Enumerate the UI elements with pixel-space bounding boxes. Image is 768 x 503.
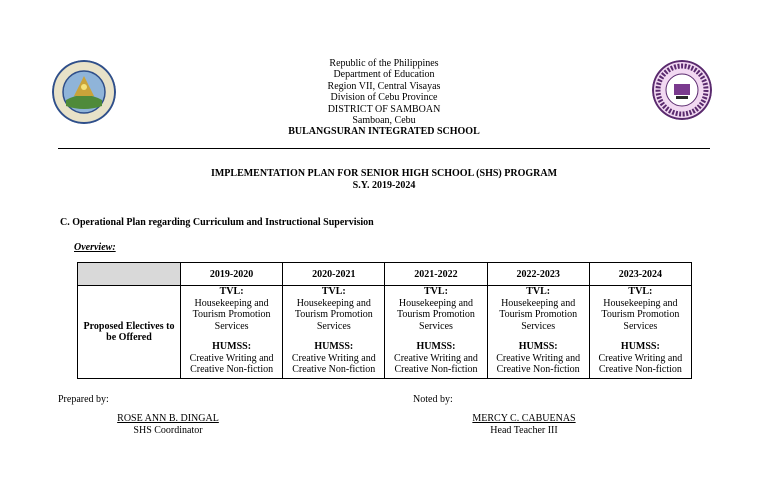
tvl-label: TVL: (628, 286, 653, 297)
humss-line: Creative Writing and (598, 352, 683, 364)
tvl-line: Housekeeping and (194, 297, 269, 309)
electives-table (77, 262, 692, 379)
noted-by-label: Noted by: (413, 394, 453, 405)
table-row (78, 286, 692, 379)
year-header: 2019-2020 (181, 263, 283, 286)
tvl-line: Tourism Promotion (397, 309, 475, 320)
row-label: Proposed Electives to be Offered (78, 286, 181, 379)
title-line-1: IMPLEMENTATION PLAN FOR SENIOR HIGH SCHOOL (SHS) PROGRAM (210, 168, 558, 179)
humss-line: Creative Writing and (394, 352, 478, 364)
overview-label: Overview: (74, 242, 116, 253)
header-line: DISTRICT OF SAMBOAN (327, 103, 441, 115)
header-line: Samboan, Cebu (352, 115, 416, 127)
header-divider (58, 148, 710, 149)
title-line-2: S.Y. 2019-2024 (352, 180, 416, 191)
tvl-line: Housekeeping and (603, 297, 678, 309)
tvl-label: TVL: (219, 286, 244, 297)
humss-label: HUMSS: (212, 341, 252, 352)
header-line: Division of Cebu Province (330, 92, 438, 104)
humss-label: HUMSS: (518, 341, 558, 352)
humss-line: Creative Non-fiction (598, 364, 682, 375)
tvl-line: Housekeeping and (398, 297, 474, 309)
tvl-line: Tourism Promotion (192, 309, 271, 320)
tvl-line: Services (214, 320, 249, 332)
year-header: 2023-2024 (589, 263, 691, 286)
tvl-line: Services (521, 320, 556, 332)
prepared-by-title: SHS Coordinator (133, 425, 203, 436)
tvl-label: TVL: (526, 286, 551, 297)
prepared-by-name: ROSE ANN B. DINGAL (117, 413, 219, 424)
year-header: 2021-2022 (385, 263, 487, 286)
humss-line: Creative Non-fiction (190, 364, 274, 375)
tvl-line: Services (623, 320, 658, 332)
school-name: BULANGSURAN INTEGRATED SCHOOL (288, 126, 480, 138)
year-header: 2022-2023 (487, 263, 589, 286)
tvl-label: TVL: (424, 286, 448, 297)
humss-line: Creative Writing and (496, 352, 581, 364)
year-header: 2020-2021 (283, 263, 385, 286)
humss-line: Creative Writing and (291, 352, 376, 364)
humss-label: HUMSS: (314, 341, 354, 352)
elective-cell (181, 286, 283, 379)
table-corner-cell (78, 263, 181, 286)
document-title (0, 168, 768, 192)
humss-line: Creative Writing and (189, 352, 274, 364)
header-line: Region VII, Central Visayas (327, 80, 441, 92)
humss-line: Creative Non-fiction (292, 364, 376, 375)
elective-cell (283, 286, 385, 379)
elective-cell (487, 286, 589, 379)
tvl-line: Tourism Promotion (601, 309, 680, 320)
noted-by-name: MERCY C. CABUENAS (472, 413, 576, 424)
humss-line: Creative Non-fiction (496, 364, 580, 375)
tvl-line: Services (419, 320, 453, 332)
humss-label: HUMSS: (620, 341, 660, 352)
tvl-line: Services (316, 320, 351, 332)
tvl-label: TVL: (321, 286, 346, 297)
elective-cell (589, 286, 691, 379)
humss-label: HUMSS: (416, 341, 456, 352)
tvl-line: Tourism Promotion (499, 309, 578, 320)
prepared-by-label: Prepared by: (58, 394, 109, 405)
tvl-line: Housekeeping and (296, 297, 371, 309)
noted-by-title: Head Teacher III (490, 425, 558, 436)
elective-cell (385, 286, 487, 379)
tvl-line: Tourism Promotion (294, 309, 373, 320)
table-header-row (78, 263, 692, 286)
section-heading: C. Operational Plan regarding Curriculum and Instructional Supervision (60, 217, 374, 228)
prepared-by-signature (108, 413, 228, 437)
tvl-line: Housekeeping and (501, 297, 576, 309)
humss-line: Creative Non-fiction (394, 364, 478, 375)
letterhead (0, 58, 768, 138)
header-line: Republic of the Philippines (329, 58, 439, 69)
noted-by-signature (464, 413, 584, 437)
header-line: Department of Education (333, 69, 435, 81)
